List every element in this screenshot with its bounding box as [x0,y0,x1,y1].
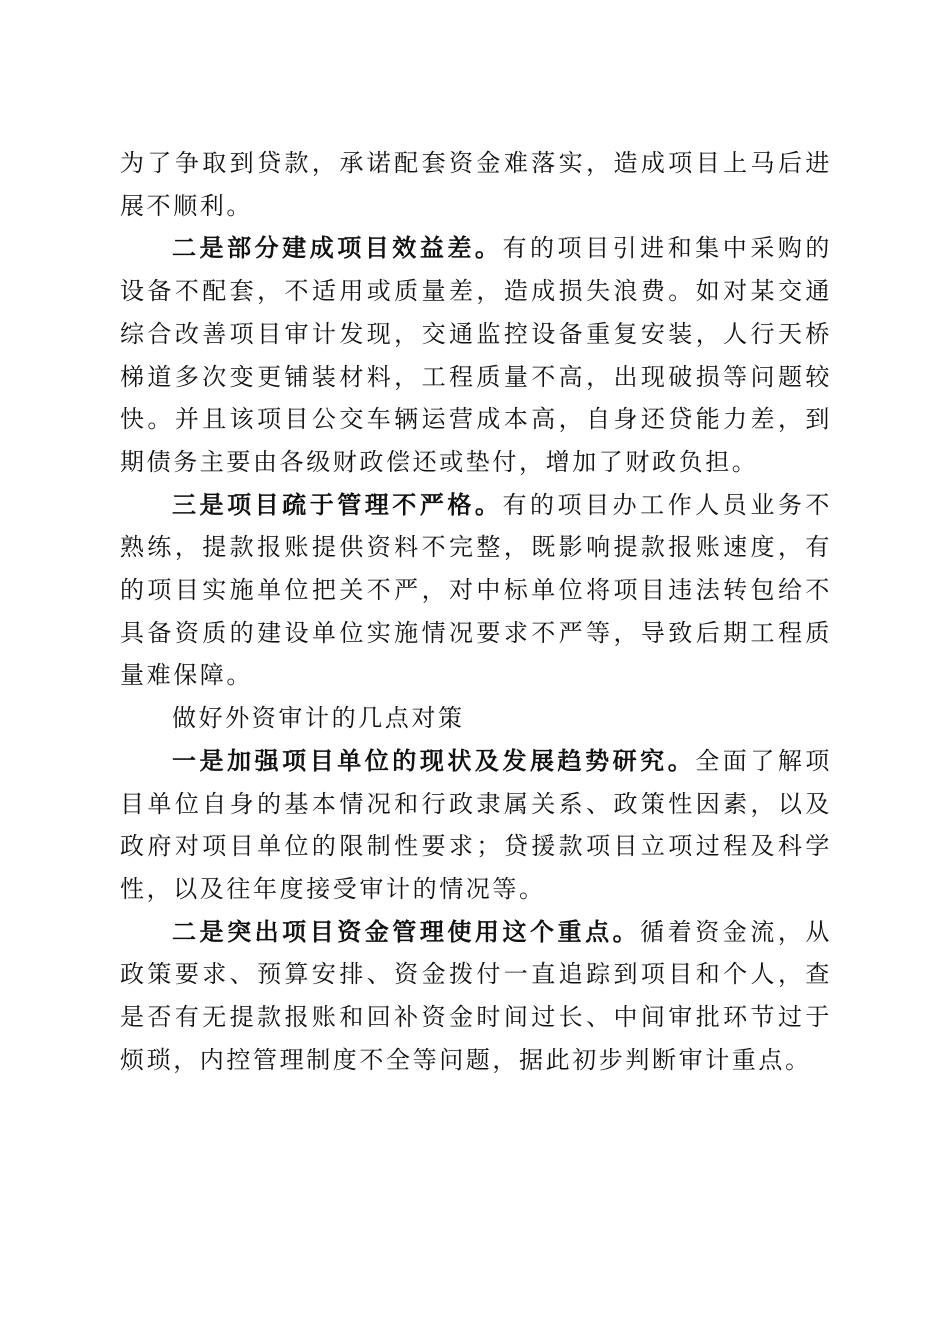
paragraph-body: 有的项目办工作人员业务不熟练，提款报账提供资料不完整，既影响提款报账速度，有的项目实施单位把关不严，对中标单位将项目违法转包给不具备资质的建设单位实施情况要求不严等，导致后期工程质量难保障。 [120,490,832,690]
paragraph-point-3-management [120,484,832,698]
paragraph-countermeasure-1 [120,740,832,911]
section-heading-text: 做好外资审计的几点对策 [172,704,465,733]
paragraph-body: 有的项目引进和集中采购的设备不配套，不适用或质量差，造成损失浪费。如对某交通综合改善项目审计发现，交通监控设备重复安装，人行天桥梯道多次变更铺装材料，工程质量不高，出现破损等问题较快。并且该项目公交车辆运营成本高，自身还贷能力差，到期债务主要由各级财政偿还或垫付，增加了财政负担。 [120,234,832,476]
paragraph-lead: 二是突出项目资金管理使用这个重点。 [172,916,641,946]
paragraph-lead: 二是部分建成项目效益差。 [172,233,503,263]
paragraph-lead: 三是项目疏于管理不严格。 [172,489,503,519]
paragraph-countermeasure-2 [120,911,832,1082]
section-heading [120,697,832,740]
paragraph-body: 循着资金流，从政策要求、预算安排、资金拨付一直追踪到项目和个人，查是否有无提款报账和回补资金时间过长、中间审批环节过于烦琐，内控管理制度不全等问题，据此初步判断审计重点。 [120,917,833,1074]
paragraph-lead: 一是加强项目单位的现状及发展趋势研究。 [172,745,696,775]
paragraph-continuation [120,142,832,227]
paragraph-body: 全面了解项目单位自身的基本情况和行政隶属关系、政策性因素，以及政府对项目单位的限制性要求；贷援款项目立项过程及科学性，以及往年度接受审计的情况等。 [120,746,833,903]
paragraph-body: 为了争取到贷款，承诺配套资金难落实，造成项目上马后进展不顺利。 [120,149,832,220]
paragraph-point-2-benefits [120,227,832,483]
document-body [120,142,832,1081]
